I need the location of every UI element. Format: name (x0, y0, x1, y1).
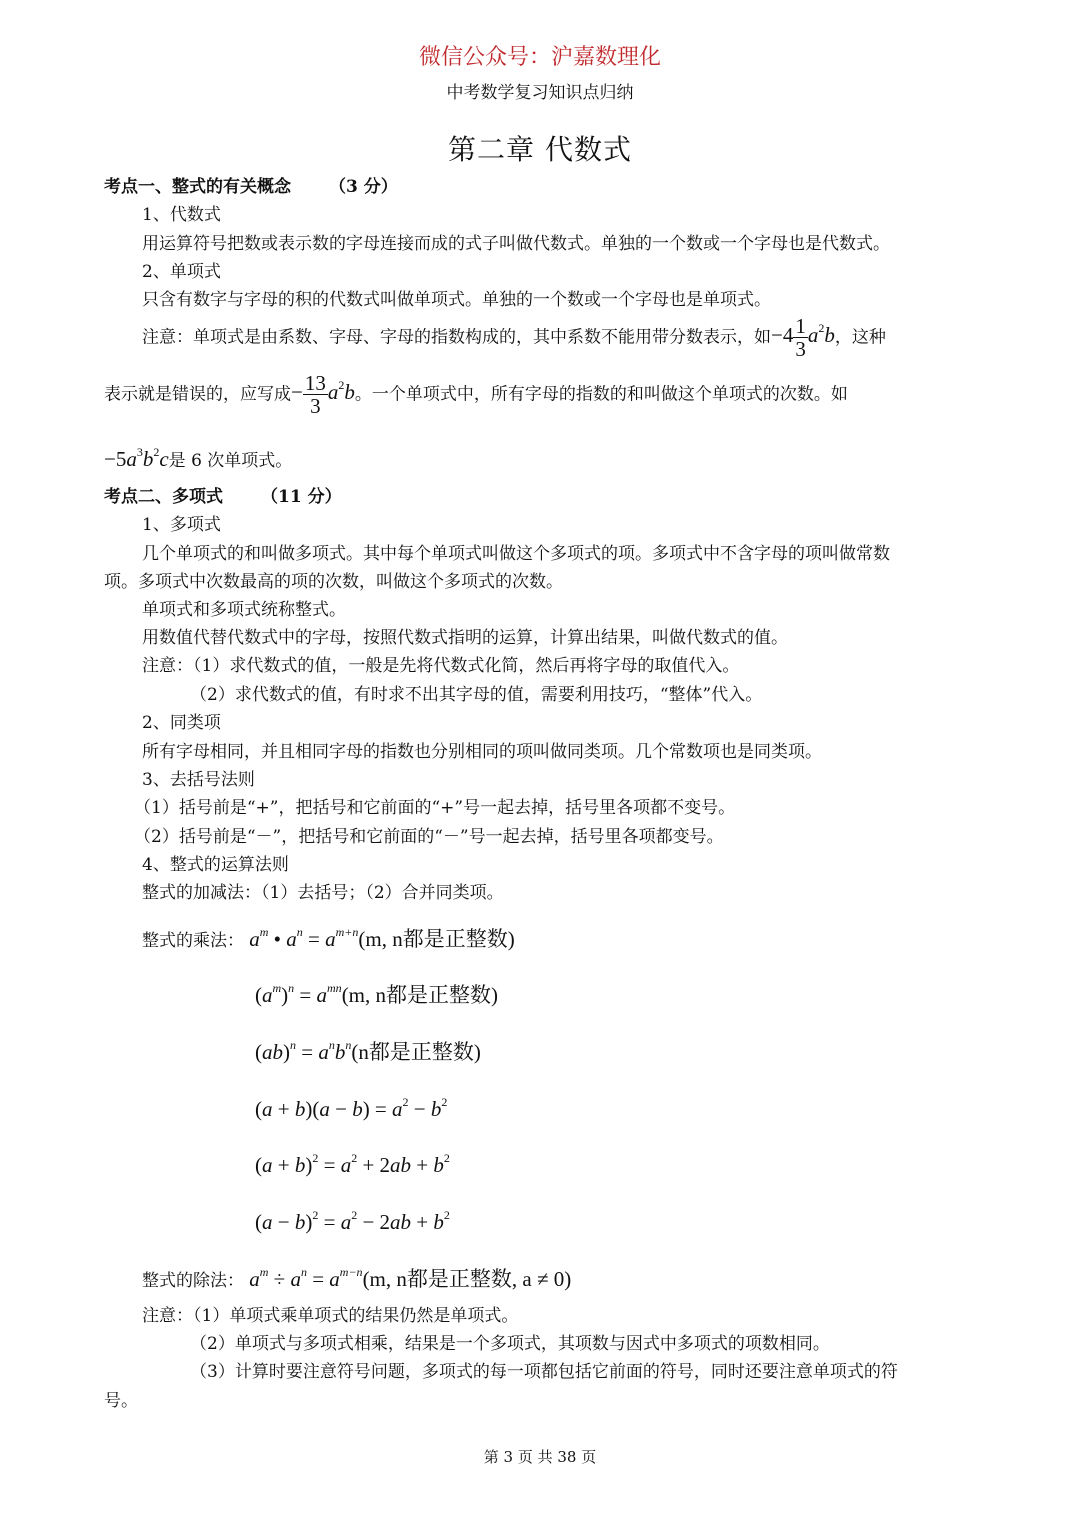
section1-item1-body: 用运算符号把数或表示数的字母连接而成的式子叫做代数式。单独的一个数或一个字母也是代数式。 (142, 234, 890, 254)
monomial-note-line1 (142, 315, 982, 360)
formula-cond-n: (n都是正整数) (351, 1040, 481, 1064)
mult-note-1: 注意：（1）单项式乘单项式的结果仍然是单项式。 (142, 1306, 519, 1326)
division-rule (142, 1263, 571, 1292)
mixed-number-example: −4 $\frac{1}{3}$ $a^2b$ (771, 314, 835, 361)
formula-power-of-product: $(ab)^n = a^nb^n(n$都是正整数) (255, 1038, 481, 1064)
degree-example: $-5a^3b^2c$ (104, 445, 169, 471)
whole-expression-def: 单项式和多项式统称整式。 (142, 600, 346, 620)
note-text-b: ，这种 (834, 327, 886, 348)
formula-power-of-power: $(a^m)^n = a^{mn}(m$, n都是正整数) (255, 981, 499, 1007)
section2-item1-body1: 几个单项式的和叫做多项式。其中每个单项式叫做这个多项式的项。多项式中不含字母的项叫做常数 (142, 544, 890, 564)
wechat-header: 微信公众号：沪嘉数理化 (418, 45, 661, 70)
formula-difference-of-squares: $(a + b)(a - b) = a^2 - b^2$ (255, 1095, 448, 1121)
div-label: 整式的除法： (142, 1271, 244, 1291)
value-note-1: 注意：（1）求代数式的值，一般是先将代数式化简，然后再将字母的取值代入。 (142, 656, 740, 676)
section1-item2-title: 2、单项式 (142, 262, 221, 282)
section2-item2-body: 所有字母相同，并且相同字母的指数也分别相同的项叫做同类项。几个常数项也是同类项。 (142, 742, 822, 762)
note-text-c: 表示就是错误的，应写成 (104, 384, 291, 405)
section1-points: （3 分） (329, 177, 398, 197)
chapter-title: 第二章 代数式 (448, 133, 632, 166)
note-text-e: 是 6 次单项式。 (168, 451, 293, 471)
formula-square-of-difference: $(a - b)^2 = a^2 - 2ab + b^2$ (255, 1208, 450, 1234)
section1-heading (104, 176, 398, 198)
mult-label: 整式的乘法： (142, 931, 244, 951)
section2-item1-title: 1、多项式 (142, 515, 221, 535)
mult-note-2: （2）单项式与多项式相乘，结果是一个多项式，其项数与因式中多项式的项数相同。 (190, 1334, 830, 1354)
expression-value-def: 用数值代替代数式中的字母，按照代数式指明的运算，计算出结果，叫做代数式的值。 (142, 628, 788, 648)
document-subtitle: 中考数学复习知识点归纳 (446, 83, 634, 103)
formula-cond-mn-1: (m, n都是正整数) (358, 927, 515, 951)
formula-square-of-sum: $(a + b)^2 = a^2 + 2ab + b^2$ (255, 1151, 450, 1177)
bracket-rule-2: （2）括号前是“－”，把括号和它前面的“－”号一起去掉，括号里各项都变号。 (134, 827, 724, 847)
section2-item4-title: 4、整式的运算法则 (142, 855, 289, 875)
add-sub-rule: 整式的加减法：（1）去括号；（2）合并同类项。 (142, 883, 504, 903)
section2-item2-title: 2、同类项 (142, 713, 221, 733)
section2-points: （11 分） (261, 487, 342, 507)
multiplication-rule (142, 923, 515, 952)
bracket-rule-1: （1）括号前是“+”，把括号和它前面的“+”号一起去掉，括号里各项都不变号。 (134, 798, 736, 818)
improper-fraction-example: − $\frac{13}{3}$ $a^2b$ (291, 371, 355, 418)
section2-title: 考点二、多项式 (104, 487, 223, 507)
monomial-note-line3 (104, 443, 292, 472)
value-note-2: （2）求代数式的值，有时求不出其字母的值，需要利用技巧，“整体”代入。 (190, 685, 763, 705)
section1-item1-title: 1、代数式 (142, 205, 221, 225)
note-text-d: 。一个单项式中，所有字母的指数的和叫做这个单项式的次数。如 (354, 384, 848, 405)
mult-note-3: （3）计算时要注意符号问题，多项式的每一项都包括它前面的符号，同时还要注意单项式的符 (190, 1362, 898, 1382)
section2-heading (104, 486, 342, 508)
formula-cond-mn-2: (m, n都是正整数) (341, 983, 499, 1007)
monomial-note-line2 (104, 372, 984, 417)
section2-item1-body2: 项。多项式中次数最高的项的次数，叫做这个多项式的次数。 (104, 572, 563, 592)
formula-cond-div: (m, n都是正整数, a ≠ 0) (362, 1267, 572, 1291)
section2-item3-title: 3、去括号法则 (142, 770, 255, 790)
formula-power-product: $a^m$ • $a^n = a^{m+n}$ (249, 925, 359, 951)
note-text-a: 注意：单项式是由系数、字母、字母的指数构成的，其中系数不能用带分数表示，如 (142, 327, 771, 348)
mult-note-3-end: 号。 (104, 1391, 138, 1411)
formula-power-quotient: $a^m \div a^n = a^{m-n}$ (249, 1265, 363, 1291)
page-number: 第 3 页 共 38 页 (483, 1448, 597, 1466)
section1-item2-body: 只含有数字与字母的积的代数式叫做单项式。单独的一个数或一个字母也是单项式。 (142, 290, 771, 310)
section1-title: 考点一、整式的有关概念 (104, 177, 291, 197)
